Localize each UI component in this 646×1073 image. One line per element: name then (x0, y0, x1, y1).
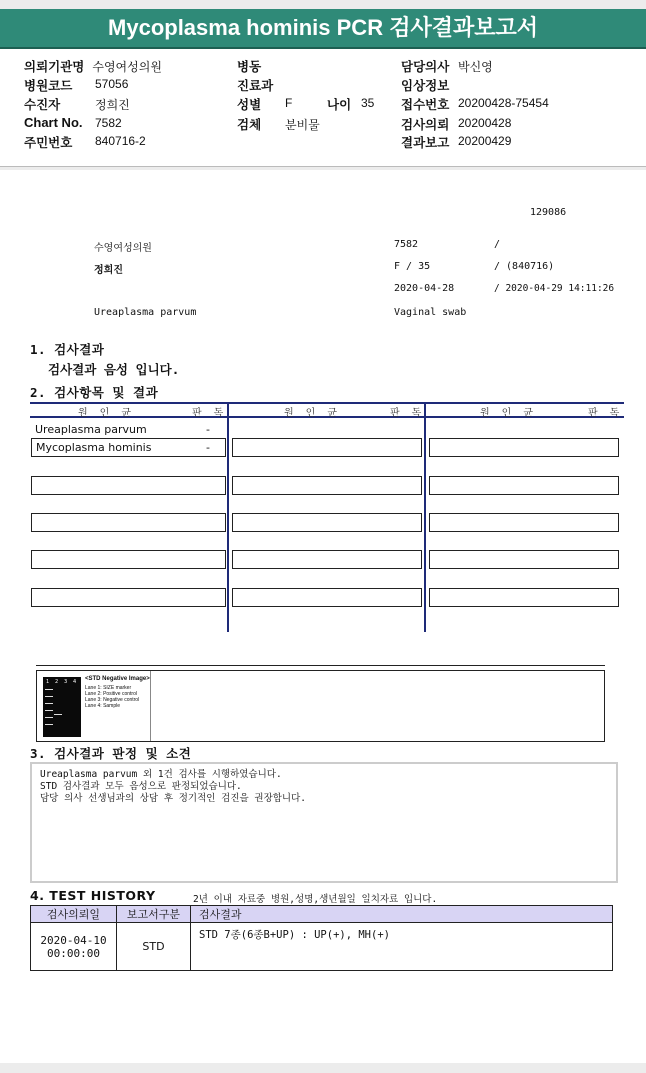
col-result-3: 판 독 (588, 408, 623, 419)
opinion-line: STD 검사결과 모두 음성으로 판정되었습니다. (40, 781, 242, 792)
col-result-1: 판 독 (192, 408, 227, 419)
image-divider (150, 671, 151, 741)
result-cell (429, 550, 619, 569)
gel-band (45, 710, 53, 711)
result-cell (232, 476, 422, 495)
gel-image (43, 677, 81, 737)
opinion-line: 담당 의사 선생님과의 상담 후 정기적인 검진을 권장합니다. (40, 793, 307, 804)
rrn-label: 주민번호 (24, 135, 73, 150)
result-name: Ureaplasma parvum (35, 423, 147, 436)
section1-title: 1. 검사결과 (30, 342, 105, 357)
section3-title: 3. 검사결과 판정 및 소견 (30, 746, 192, 761)
rrn-value: 840716-2 (95, 134, 146, 148)
receipt-label: 접수번호 (401, 97, 450, 112)
request-value: 20200428 (458, 116, 512, 130)
history-result: STD 7종(6종B+UP) : UP(+), MH(+) (191, 923, 613, 971)
age-label: 나이 (327, 97, 352, 112)
opinion-box (30, 762, 618, 883)
patient-value: 정희진 (95, 98, 130, 112)
result-cell (429, 476, 619, 495)
history-col-date: 검사의뢰일 (31, 906, 117, 923)
code-value: 57056 (95, 77, 129, 91)
col-result-2: 판 독 (390, 408, 425, 419)
gel-band (45, 703, 53, 704)
label-sex-age: F / 35 (394, 261, 431, 272)
gel-band (45, 696, 53, 697)
receipt-value: 20200428-75454 (458, 96, 549, 110)
col-pathogen-3: 원 인 균 (480, 408, 537, 419)
section2-title: 2. 검사항목 및 결과 (30, 385, 159, 400)
result-cell (429, 438, 619, 457)
opinion-line: Ureaplasma parvum 외 1건 검사를 시행하였습니다. (40, 769, 282, 780)
history-date: 2020-04-10 (40, 933, 107, 947)
hospital-field (24, 57, 162, 75)
lane-number: 3 (64, 679, 68, 685)
specimen-label: 검체 (237, 117, 262, 132)
specimen-value: 분비물 (285, 118, 320, 132)
section1-text: 검사결과 음성 입니다. (48, 362, 180, 377)
table-row (31, 923, 613, 971)
lane-number: 1 (46, 679, 50, 685)
gel-band (45, 717, 53, 718)
gel-legend-line: Lane 1: SIZE marker (85, 685, 132, 691)
patient-label: 수진자 (24, 97, 61, 112)
label-chart: 7582 (394, 239, 419, 250)
gel-band (54, 714, 62, 715)
code-label: 병원코드 (24, 78, 73, 93)
hospital-value: 수영여성의원 (92, 60, 162, 74)
result-table-header (30, 402, 624, 418)
gel-legend-line: Lane 2: Positive control (85, 691, 137, 697)
age-value: 35 (361, 96, 375, 110)
history-type: STD (117, 923, 191, 971)
ward-label: 병동 (237, 59, 262, 74)
label-specimen: Vaginal swab (394, 307, 467, 318)
gel-band (45, 689, 53, 690)
gel-legend (85, 676, 150, 709)
report-value: 20200429 (458, 134, 512, 148)
result-value: - (206, 423, 210, 436)
label-slash: / (494, 239, 501, 250)
history-note: 2년 이내 자료중 병원,성명,생년월일 일치자료 입니다. (193, 894, 438, 905)
history-time: 00:00:00 (47, 946, 100, 960)
hospital-label: 의뢰기관명 (24, 59, 85, 74)
label-report-datetime: / 2020-04-29 14:11:26 (494, 283, 615, 294)
history-header-row (31, 906, 613, 923)
chart-field (24, 115, 83, 130)
chart-value: 7582 (95, 116, 122, 130)
gel-band (45, 724, 53, 725)
label-patient: 정희진 (94, 265, 123, 276)
report-title: Mycoplasma hominis PCR 검사결과보고서 (0, 9, 646, 47)
gel-image-box (36, 670, 605, 742)
request-label: 검사의뢰 (401, 117, 450, 132)
label-request-date: 2020-04-28 (394, 283, 455, 294)
doctor-label: 담당의사 (401, 59, 450, 74)
sex-value: F (285, 96, 293, 110)
report-body (0, 170, 646, 1063)
result-name: Mycoplasma hominis (36, 441, 152, 454)
label-hospital: 수영여성의원 (94, 243, 152, 254)
history-table (30, 905, 613, 971)
result-cell (232, 588, 422, 607)
patient-field (24, 95, 60, 113)
label-test-name: Ureaplasma parvum (94, 307, 197, 318)
result-cell (429, 588, 619, 607)
header-divider (0, 166, 646, 167)
doctor-value: 박신영 (458, 60, 493, 74)
result-cell (31, 588, 226, 607)
chart-label: Chart No. (24, 115, 83, 130)
image-top-rule (36, 665, 605, 666)
hospital-code-field (24, 76, 72, 94)
lane-number: 2 (55, 679, 59, 685)
rrn-field (24, 133, 72, 151)
history-col-result: 검사결과 (191, 906, 613, 923)
report-label: 결과보고 (401, 135, 450, 150)
result-cell (31, 476, 226, 495)
lane-number: 4 (73, 679, 77, 685)
result-cell (429, 513, 619, 532)
section4-title: 4. TEST HISTORY (30, 888, 156, 903)
col-pathogen-2: 원 인 균 (284, 408, 341, 419)
result-cell (232, 438, 422, 457)
result-cell (31, 550, 226, 569)
dept-label: 진료과 (237, 78, 274, 93)
report-header (0, 49, 646, 167)
history-date-cell (31, 923, 117, 971)
column-divider (227, 404, 229, 632)
result-cell (232, 550, 422, 569)
result-value: - (206, 441, 210, 454)
sex-label: 성별 (237, 97, 262, 112)
column-divider (424, 404, 426, 632)
result-cell (31, 513, 226, 532)
clinical-label: 임상정보 (401, 78, 450, 93)
col-pathogen-1: 원 인 균 (78, 408, 135, 419)
gel-legend-title: <STD Negative Image> (85, 676, 150, 682)
gel-legend-line: Lane 4: Sample (85, 703, 121, 709)
label-birth: / (840716) (494, 261, 555, 272)
history-col-type: 보고서구분 (117, 906, 191, 923)
label-number: 129086 (530, 207, 567, 218)
gel-legend-line: Lane 3: Negative control (85, 697, 140, 703)
result-cell (232, 513, 422, 532)
